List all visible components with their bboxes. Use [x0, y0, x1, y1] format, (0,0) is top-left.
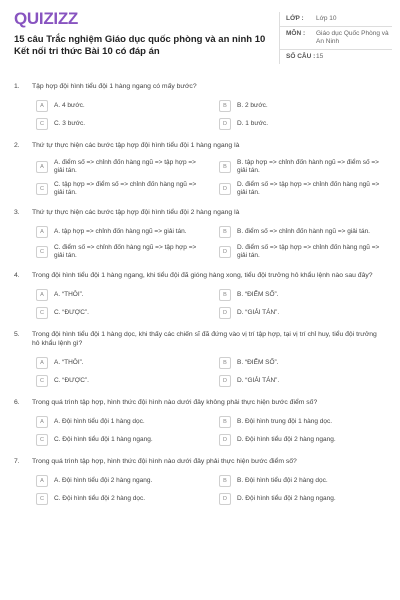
option-text: B. “ĐIỂM SỐ”. — [237, 291, 279, 298]
option-letter-box[interactable]: A — [36, 289, 48, 301]
meta-label: SỐ CÂU : — [286, 53, 316, 60]
question-item — [0, 82, 400, 130]
question-number: 3. — [14, 209, 20, 216]
option-letter-box[interactable]: A — [36, 357, 48, 369]
answer-options — [0, 348, 400, 387]
option-text: C. 3 bước. — [54, 120, 86, 127]
option-text: C. Đội hình tiểu đội 1 hàng ngang. — [54, 436, 153, 443]
option-letter-box[interactable]: D — [219, 307, 231, 319]
answer-option[interactable] — [36, 289, 203, 301]
answer-options — [0, 466, 400, 505]
quizizz-logo: QUIZIZZ — [14, 9, 78, 28]
worksheet-title: 15 câu Trắc nghiệm Giáo dục quốc phòng và an ninh 10 Kết nối tri thức Bài 10 có đáp án — [14, 34, 266, 57]
answer-options — [0, 217, 400, 260]
option-letter-box[interactable]: D — [219, 375, 231, 387]
answer-option[interactable] — [219, 181, 386, 197]
option-text: C. “ĐƯỢC”. — [54, 309, 89, 316]
question-header — [0, 141, 400, 150]
option-letter-box[interactable]: A — [36, 416, 48, 428]
question-header — [0, 208, 400, 217]
question-text: Thứ tự thực hiện các bước tập hợp đội hình tiểu đội 2 hàng ngang là — [32, 209, 240, 216]
answer-option[interactable] — [36, 307, 203, 319]
question-text: Tập hợp đội hình tiểu đội 1 hàng ngang có mấy bước? — [32, 83, 197, 90]
option-letter-box[interactable]: D — [219, 434, 231, 446]
question-text: Trong quá trình tập hợp, hình thức đội hình nào dưới đây phải thực hiện bước điểm số? — [32, 458, 297, 465]
answer-option[interactable] — [36, 159, 203, 175]
answer-option[interactable] — [219, 434, 386, 446]
question-item — [0, 330, 400, 387]
question-text: Trong quá trình tập hợp, hình thức đội hình nào dưới đây không phải thực hiện bước điểm số? — [32, 399, 318, 406]
option-text: C. “ĐƯỢC”. — [54, 377, 89, 384]
question-header — [0, 457, 400, 466]
option-letter-box[interactable]: B — [219, 416, 231, 428]
meta-row-count — [280, 50, 392, 64]
option-letter-box[interactable]: C — [36, 307, 48, 319]
option-letter-box[interactable]: C — [36, 375, 48, 387]
option-letter-box[interactable]: C — [36, 493, 48, 505]
option-text: A. 4 bước. — [54, 102, 85, 109]
answer-option[interactable] — [36, 434, 203, 446]
answer-options — [0, 150, 400, 197]
option-text: A. “THÔI”. — [54, 359, 84, 366]
option-letter-box[interactable]: D — [219, 246, 231, 258]
answer-option[interactable] — [219, 159, 386, 175]
answer-option[interactable] — [36, 493, 203, 505]
answer-option[interactable] — [36, 118, 203, 130]
option-letter-box[interactable]: B — [219, 100, 231, 112]
answer-option[interactable] — [219, 244, 386, 260]
option-text: B. “ĐIỂM SỐ”. — [237, 359, 279, 366]
option-text: A. “THÔI”. — [54, 291, 84, 298]
question-text: Thứ tự thực hiện các bước tập hợp đội hình tiểu đội 1 hàng ngang là — [32, 142, 240, 149]
answer-options — [0, 407, 400, 446]
question-number: 5. — [14, 331, 20, 338]
answer-option[interactable] — [219, 118, 386, 130]
option-text: D. điểm số => tập hợp => chỉnh đốn hàng ngũ => giải tán. — [237, 244, 380, 259]
question-item — [0, 398, 400, 446]
answer-option[interactable] — [36, 416, 203, 428]
option-letter-box[interactable]: B — [219, 357, 231, 369]
answer-option[interactable] — [219, 493, 386, 505]
option-text: A. điểm số => chỉnh đốn hàng ngũ => tập hợp => giải tán. — [54, 159, 196, 174]
question-header — [0, 398, 400, 407]
option-letter-box[interactable]: B — [219, 161, 231, 173]
question-number: 1. — [14, 83, 20, 90]
answer-option[interactable] — [219, 416, 386, 428]
option-text: B. tập hợp => chỉnh đốn hành ngũ => điểm số => giải tán. — [237, 159, 379, 174]
answer-option[interactable] — [219, 375, 386, 387]
option-text: D. Đội hình tiểu đội 2 hàng ngang. — [237, 436, 336, 443]
question-number: 7. — [14, 458, 20, 465]
option-text: C. điểm số => chỉnh đốn hàng ngũ => tập hợp => giải tán. — [54, 244, 197, 259]
option-letter-box[interactable]: A — [36, 475, 48, 487]
option-letter-box[interactable]: B — [219, 475, 231, 487]
option-text: B. điểm số => chỉnh đốn hành ngũ => giải tán. — [237, 228, 370, 235]
meta-label: MÔN : — [286, 30, 306, 37]
question-header — [0, 330, 400, 348]
answer-options — [0, 280, 400, 319]
option-text: A. tập hợp => chỉnh đốn hàng ngũ => giải tán. — [54, 228, 187, 235]
answer-option[interactable] — [36, 100, 203, 112]
option-text: B. Đội hình trung đội 1 hàng dọc. — [237, 418, 333, 425]
option-letter-box[interactable]: C — [36, 118, 48, 130]
option-letter-box[interactable]: B — [219, 226, 231, 238]
option-text: B. Đội hình tiểu đội 2 hàng dọc. — [237, 477, 328, 484]
option-text: B. 2 bước. — [237, 102, 268, 109]
option-text: D. “GIẢI TÁN”. — [237, 309, 280, 316]
option-text: C. Đội hình tiểu đội 2 hàng dọc. — [54, 495, 146, 502]
answer-option[interactable] — [36, 357, 203, 369]
option-letter-box[interactable]: C — [36, 183, 48, 195]
worksheet-header — [0, 0, 400, 72]
answer-option[interactable] — [219, 357, 386, 369]
answer-option[interactable] — [36, 226, 203, 238]
option-letter-box[interactable]: A — [36, 226, 48, 238]
question-number: 4. — [14, 272, 20, 279]
question-number: 2. — [14, 142, 20, 149]
answer-option[interactable] — [36, 475, 203, 487]
option-text: D. điểm số => tập hợp => chỉnh đốn hàng ngũ => giải tán. — [237, 181, 380, 196]
question-header — [0, 82, 400, 91]
meta-row-class — [280, 12, 392, 27]
option-text: D. 1 bước. — [237, 120, 269, 127]
option-text: D. Đội hình tiểu đội 2 hàng ngang. — [237, 495, 336, 502]
question-text: Trong đội hình tiểu đội 1 hàng ngang, khi tiểu đội đã gióng hàng xong, tiểu đội trưởng hô khẩu lệnh nào sau đây? — [32, 272, 373, 279]
meta-label: LỚP : — [286, 15, 304, 22]
option-text: C. tập hợp => điểm số => chỉnh đốn hàng ngũ => giải tán. — [54, 181, 197, 196]
option-text: D. “GIẢI TÁN”. — [237, 377, 280, 384]
question-item — [0, 457, 400, 505]
meta-info-box — [279, 12, 392, 64]
question-item — [0, 271, 400, 319]
meta-value: Lớp 10 — [316, 15, 337, 22]
option-letter-box[interactable]: C — [36, 246, 48, 258]
answer-option[interactable] — [36, 375, 203, 387]
answer-option[interactable] — [219, 475, 386, 487]
option-letter-box[interactable]: A — [36, 161, 48, 173]
meta-row-subject — [280, 27, 392, 50]
option-letter-box[interactable]: D — [219, 183, 231, 195]
meta-value: Giáo dục Quốc Phòng và An Ninh — [316, 30, 389, 45]
option-letter-box[interactable]: C — [36, 434, 48, 446]
answer-option[interactable] — [36, 181, 203, 197]
answer-option[interactable] — [219, 100, 386, 112]
question-list — [0, 82, 400, 516]
answer-options — [0, 91, 400, 130]
meta-value: 15 — [316, 53, 324, 60]
question-item — [0, 208, 400, 260]
option-text: A. Đội hình tiểu đội 2 hàng ngang. — [54, 477, 153, 484]
option-letter-box[interactable]: A — [36, 100, 48, 112]
option-text: A. Đội hình tiểu đội 1 hàng dọc. — [54, 418, 145, 425]
answer-option[interactable] — [219, 289, 386, 301]
answer-option[interactable] — [219, 307, 386, 319]
option-letter-box[interactable]: B — [219, 289, 231, 301]
question-text: Trong đội hình tiểu đội 1 hàng dọc, khi thấy các chiến sĩ đã đứng vào vị trí tập hợp, tại vị trí chỉ huy, tiểu đội trưởng hô khẩu lệnh gì? — [32, 331, 377, 347]
answer-option[interactable] — [219, 226, 386, 238]
question-item — [0, 141, 400, 197]
option-letter-box[interactable]: D — [219, 493, 231, 505]
option-letter-box[interactable]: D — [219, 118, 231, 130]
question-header — [0, 271, 400, 280]
question-number: 6. — [14, 399, 20, 406]
answer-option[interactable] — [36, 244, 203, 260]
